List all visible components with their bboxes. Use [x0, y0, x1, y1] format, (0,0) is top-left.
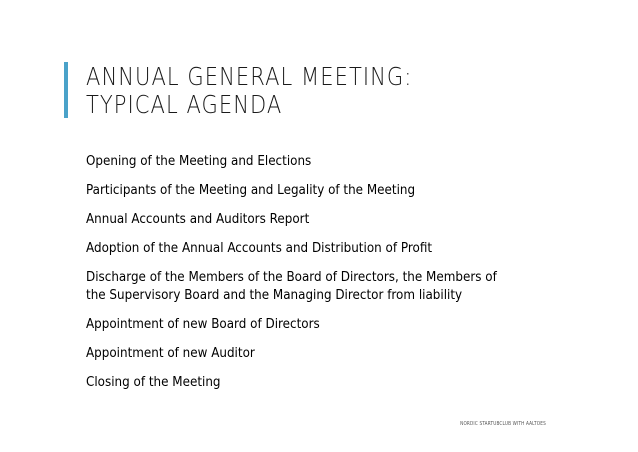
- agenda-item-new-board: Appointment of new Board of Directors: [86, 317, 320, 332]
- agenda-item-opening: Opening of the Meeting and Elections: [86, 154, 312, 169]
- agenda-item-participants: Participants of the Meeting and Legality of the Meeting: [86, 183, 416, 198]
- slide-title: [86, 63, 490, 119]
- title-accent-bar: [64, 62, 68, 118]
- slide-footer: NORDIC STARTUBCLUB WITH AALTOES: [460, 421, 546, 427]
- agenda-item-annual-accounts: Annual Accounts and Auditors Report: [86, 212, 310, 227]
- agenda-item-adoption: Adoption of the Annual Accounts and Distribution of Profit: [86, 241, 433, 256]
- agenda-item-new-auditor: Appointment of new Auditor: [86, 346, 255, 361]
- slide-title-line-1: ANNUAL GENERAL MEETING:: [86, 62, 413, 91]
- agenda-list: [86, 153, 556, 403]
- agenda-item-discharge: [86, 269, 555, 305]
- agenda-item-discharge-line-1: Discharge of the Members of the Board of Directors, the Members of: [86, 270, 497, 285]
- agenda-item-closing: Closing of the Meeting: [86, 375, 221, 390]
- slide-title-line-2: TYPICAL AGENDA: [86, 90, 283, 119]
- agenda-item-discharge-line-2: the Supervisory Board and the Managing Director from liability: [86, 288, 463, 303]
